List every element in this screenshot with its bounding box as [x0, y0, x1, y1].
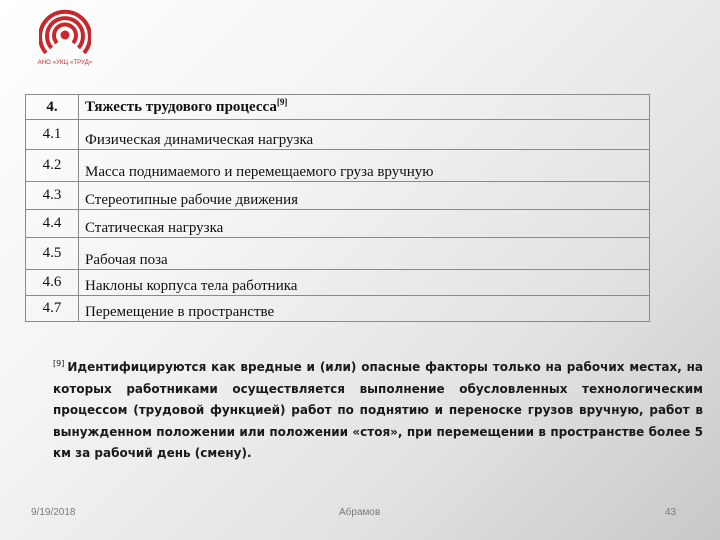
labor-severity-table [25, 94, 650, 322]
table-row [26, 238, 650, 270]
row-number: 4.4 [26, 210, 79, 238]
section-number: 4. [26, 95, 79, 120]
row-label: Перемещение в пространстве [79, 296, 650, 322]
table-row [26, 150, 650, 182]
row-number: 4.1 [26, 120, 79, 150]
slide-number: 43 [665, 507, 677, 518]
row-number: 4.2 [26, 150, 79, 182]
row-label: Стереотипные рабочие движения [79, 182, 650, 210]
table-row [26, 182, 650, 210]
row-number: 4.3 [26, 182, 79, 210]
row-number: 4.6 [26, 270, 79, 296]
row-label: Масса поднимаемого и перемещаемого груза вручную [79, 150, 650, 182]
table-row [26, 120, 650, 150]
table-row [26, 296, 650, 322]
signal-broadcast-icon [39, 8, 91, 58]
section-title-text: Тяжесть трудового процесса [85, 98, 277, 115]
footnote [53, 357, 703, 465]
row-label: Рабочая поза [79, 238, 650, 270]
row-number: 4.7 [26, 296, 79, 322]
table-row [26, 270, 650, 296]
row-label: Наклоны корпуса тела работника [79, 270, 650, 296]
row-number: 4.5 [26, 238, 79, 270]
footer-author: Абрамов [339, 507, 381, 518]
logo-text: АНО «УКЦ «ТРУД» [37, 60, 93, 66]
section-title [79, 95, 650, 120]
table-row [26, 210, 650, 238]
row-label: Статическая нагрузка [79, 210, 650, 238]
table-header-row [26, 95, 650, 120]
organization-logo [28, 8, 102, 70]
footnote-ref-link[interactable]: [9] [276, 96, 288, 107]
footer-date: 9/19/2018 [31, 507, 76, 518]
row-label: Физическая динамическая нагрузка [79, 120, 650, 150]
footnote-marker: [9] [53, 359, 65, 368]
footnote-text: Идентифицируются как вредные и (или) опасные факторы только на рабочих местах, на которых работниками осуществляется выполнение обусловленных технологическим процессом (трудовой функцией) работ по поднятию и переноске грузов вручную, работ в вынужденном положении или положении «стоя», при перемещении в пространстве более 5 км за рабочий день (смену). [53, 360, 703, 460]
